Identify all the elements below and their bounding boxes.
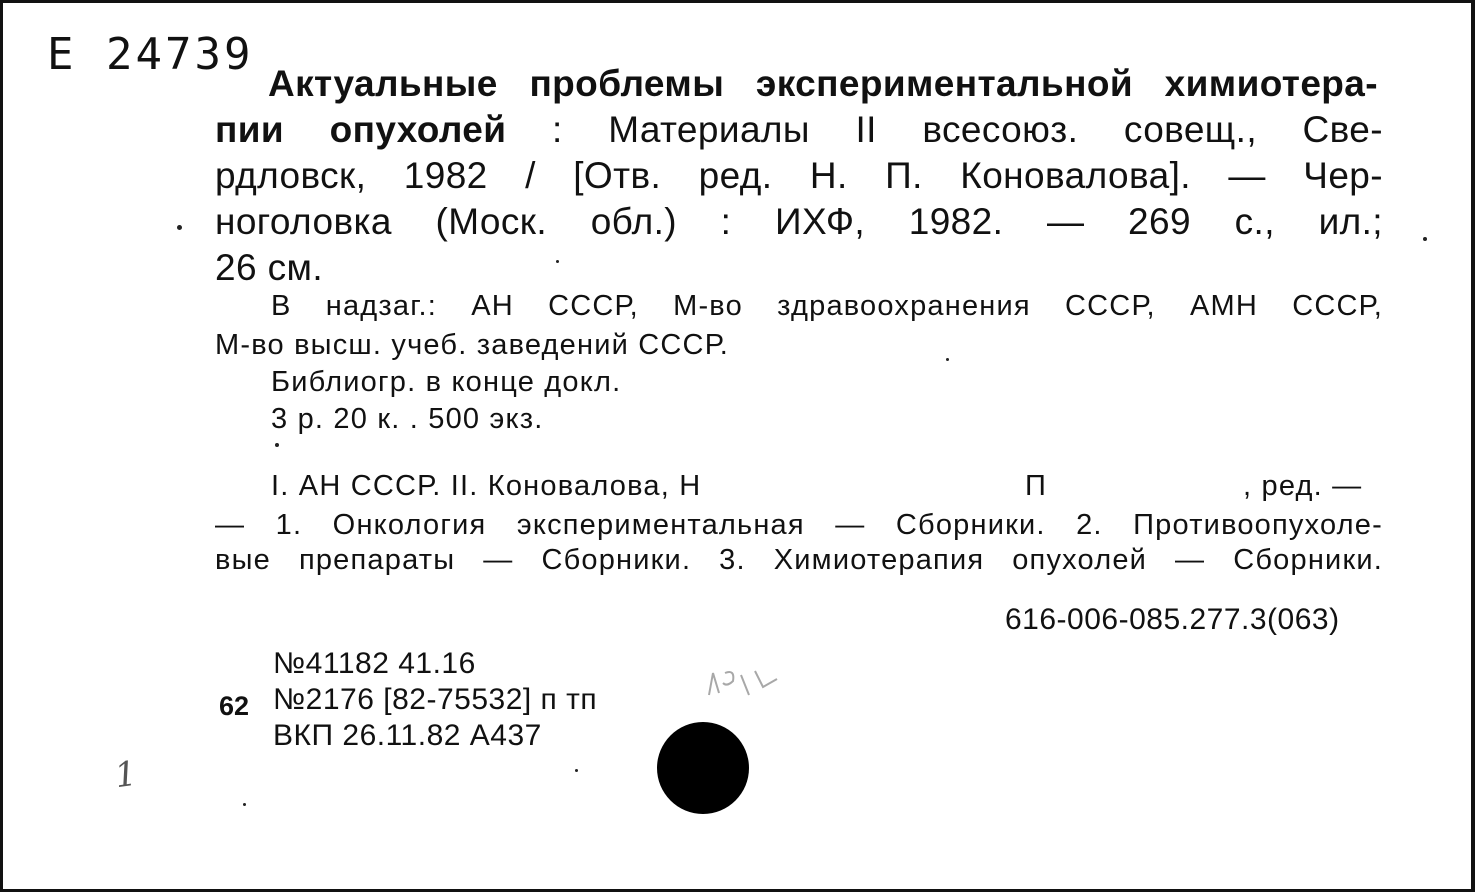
speck bbox=[946, 358, 949, 361]
speck bbox=[275, 443, 279, 447]
footer-line-2: №2176 [82-75532] п тп bbox=[273, 683, 598, 716]
faint-stamp-mark bbox=[705, 665, 785, 713]
speck bbox=[177, 225, 182, 230]
footer-line-3: ВКП 26.11.82 А437 bbox=[273, 719, 542, 752]
faint-stamp-icon bbox=[705, 665, 785, 705]
speck bbox=[1423, 237, 1427, 241]
title-line-3: рдловск, 1982 / [Отв. ред. Н. П. Коновалова]. — Чер- bbox=[215, 155, 1383, 196]
footer-number: 62 bbox=[219, 691, 250, 721]
footer-line-1: №41182 41.16 bbox=[273, 647, 476, 680]
title-line-1: Актуальные проблемы экспериментальной химиотера- bbox=[268, 63, 1378, 104]
tracing-line-3: вые препараты — Сборники. 3. Химиотерапия опухолей — Сборники. bbox=[215, 544, 1383, 576]
tracing-part-3: , ред. — bbox=[1243, 470, 1363, 502]
note-line-3: Библиогр. в конце докл. bbox=[271, 366, 622, 398]
tracing-part-1: I. АН СССР. II. Коновалова, Н bbox=[271, 470, 702, 502]
tracing-line-2: — 1. Онкология экспериментальная — Сборники. 2. Противоопухоле- bbox=[215, 509, 1383, 541]
note-line-4: 3 р. 20 к. . 500 экз. bbox=[271, 403, 544, 435]
pencil-mark: 1 bbox=[112, 753, 140, 797]
note-line-1: В надзаг.: АН СССР, М-во здравоохранения СССР, АМН СССР, bbox=[271, 290, 1383, 322]
title-line-4: ноголовка (Моск. обл.) : ИХФ, 1982. — 269 с., ил.; bbox=[215, 201, 1383, 242]
title-line-2: пии опухолей : Материалы II всесоюз. совещ., Све- bbox=[215, 109, 1383, 150]
speck bbox=[575, 769, 578, 772]
udc-code: 616-006-085.277.3(063) bbox=[1005, 603, 1340, 636]
title-line-5: 26 см. bbox=[215, 247, 324, 288]
card-call-number: Е 24739 bbox=[47, 29, 254, 80]
speck bbox=[243, 803, 246, 806]
tracing-part-2: П bbox=[1025, 470, 1048, 502]
speck bbox=[556, 260, 559, 263]
punch-hole-dot bbox=[657, 722, 749, 814]
note-line-2: М-во высш. учеб. заведений СССР. bbox=[215, 329, 730, 361]
